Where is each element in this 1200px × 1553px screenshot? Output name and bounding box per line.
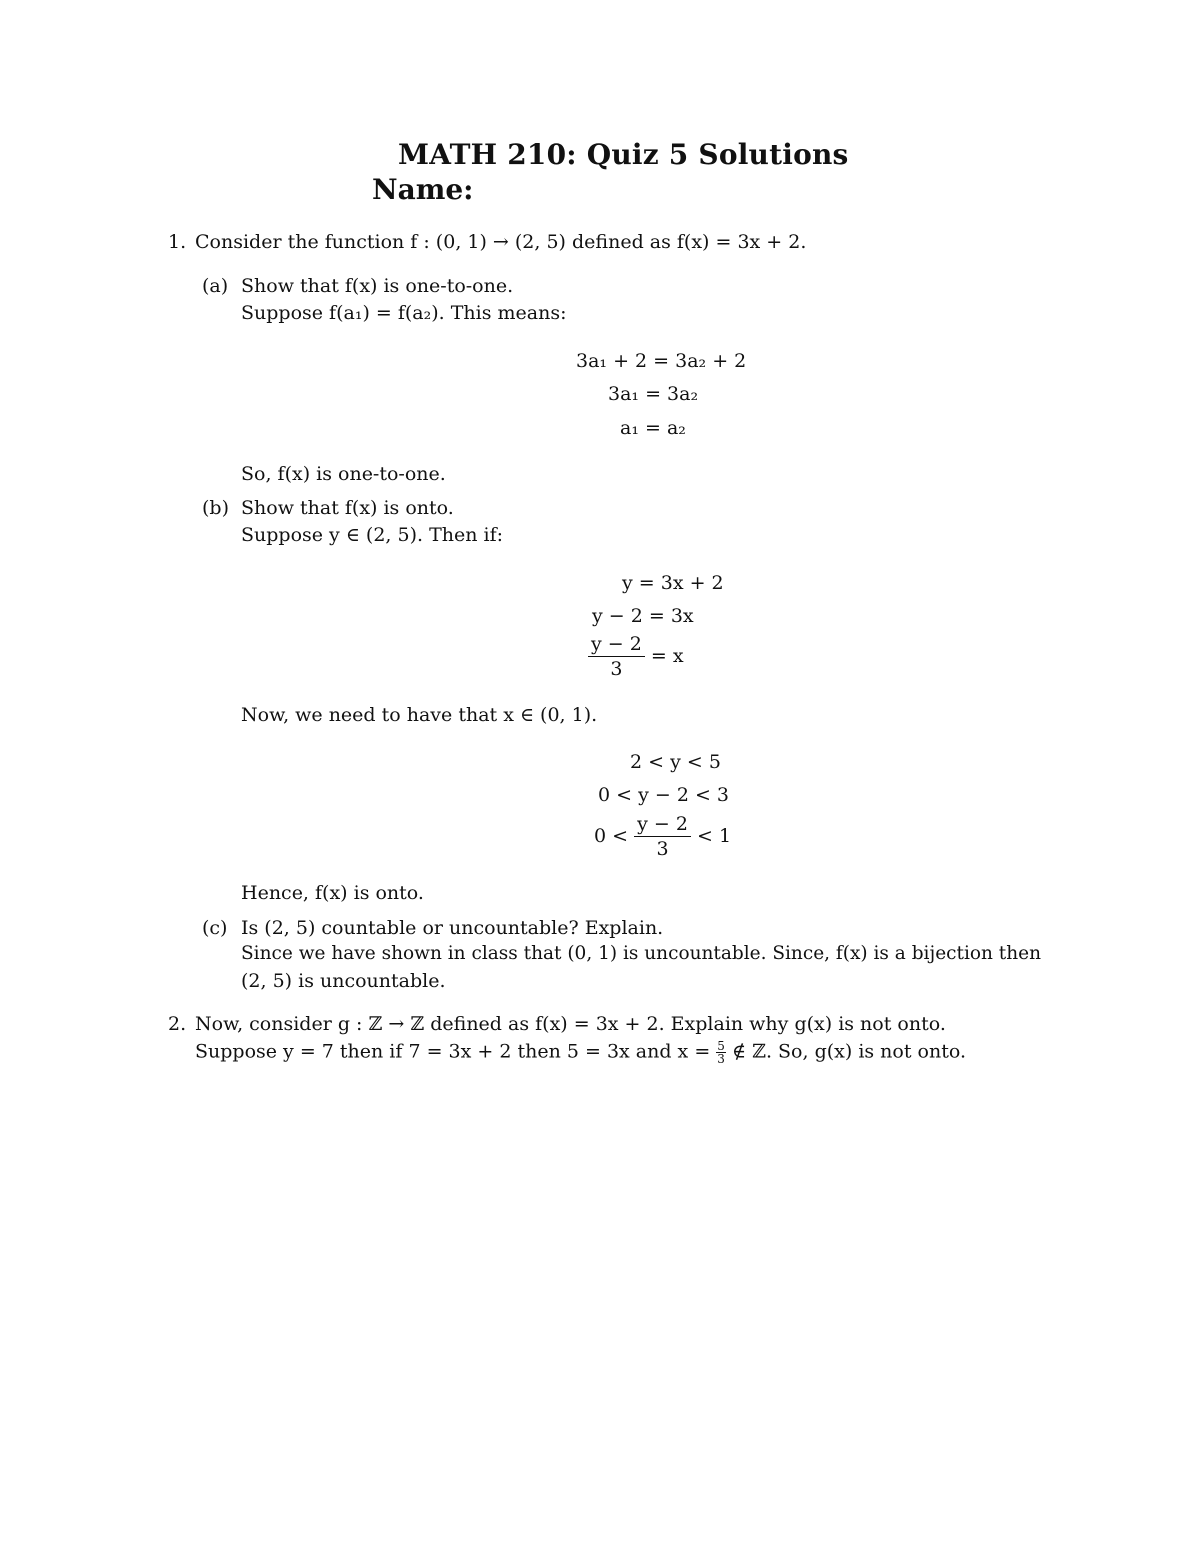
part-b-middle: Now, we need to have that x ∈ (0, 1). <box>241 704 598 726</box>
part-a-label: (a) <box>202 275 229 297</box>
part-b-intro: Suppose y ∈ (2, 5). Then if: <box>241 524 504 546</box>
part-a-intro: Suppose f(a₁) = f(a₂). This means: <box>241 302 567 324</box>
question-2-statement: Now, consider g : ℤ → ℤ defined as f(x) = 3x + 2. Explain why g(x) is not onto. <box>195 1013 946 1035</box>
small-fraction-denominator: 3 <box>717 1052 725 1066</box>
part-b-equation-2: y − 2 = 3x <box>592 605 694 627</box>
part-a-equation-2: 3a₁ = 3a₂ <box>608 383 699 405</box>
part-a-prompt: Show that f(x) is one-to-one. <box>241 275 514 297</box>
inequality-rhs: < 1 <box>696 824 732 847</box>
inequality-lhs: 0 < <box>594 824 629 847</box>
part-c-label: (c) <box>202 917 228 939</box>
part-b-fraction-equation <box>588 634 684 680</box>
fraction-denominator: 3 <box>656 837 669 860</box>
part-c-answer-line-2: (2, 5) is uncountable. <box>241 970 446 992</box>
part-b-label: (b) <box>202 497 229 519</box>
part-b-conclusion: Hence, f(x) is onto. <box>241 882 424 904</box>
question-2-number: 2. <box>168 1013 187 1035</box>
part-b-inequality-2: 0 < y − 2 < 3 <box>598 784 729 806</box>
part-a-equation-1: 3a₁ + 2 = 3a₂ + 2 <box>576 350 747 372</box>
question-2-answer <box>195 1040 966 1065</box>
fraction <box>634 814 691 860</box>
part-b-prompt: Show that f(x) is onto. <box>241 497 454 519</box>
part-a-equation-3: a₁ = a₂ <box>620 417 686 439</box>
question-1-statement: Consider the function f : (0, 1) → (2, 5) defined as f(x) = 3x + 2. <box>195 231 807 253</box>
fraction-rhs: = x <box>650 644 684 667</box>
part-b-equation-1: y = 3x + 2 <box>622 572 724 594</box>
question-1-number: 1. <box>168 231 187 253</box>
name-label: Name: <box>372 173 474 206</box>
part-c-answer-line-1: Since we have shown in class that (0, 1) is uncountable. Since, f(x) is a bijection then <box>241 943 1042 964</box>
part-b-fraction-inequality <box>594 814 731 860</box>
answer-text-before: Suppose y = 7 then if 7 = 3x + 2 then 5 = 3x and x = <box>195 1040 711 1063</box>
answer-text-after: ∉ ℤ. So, g(x) is not onto. <box>731 1040 966 1063</box>
part-b-inequality-1: 2 < y < 5 <box>630 751 721 773</box>
fraction <box>588 634 645 680</box>
part-c-prompt: Is (2, 5) countable or uncountable? Explain. <box>241 917 664 939</box>
small-fraction-numerator: 5 <box>717 1039 725 1053</box>
part-a-conclusion: So, f(x) is one-to-one. <box>241 463 446 485</box>
fraction-denominator: 3 <box>610 657 623 680</box>
fraction-numerator: y − 2 <box>634 814 691 837</box>
page-title: MATH 210: Quiz 5 Solutions <box>398 138 849 171</box>
fraction-numerator: y − 2 <box>588 634 645 657</box>
small-fraction <box>716 1040 726 1065</box>
